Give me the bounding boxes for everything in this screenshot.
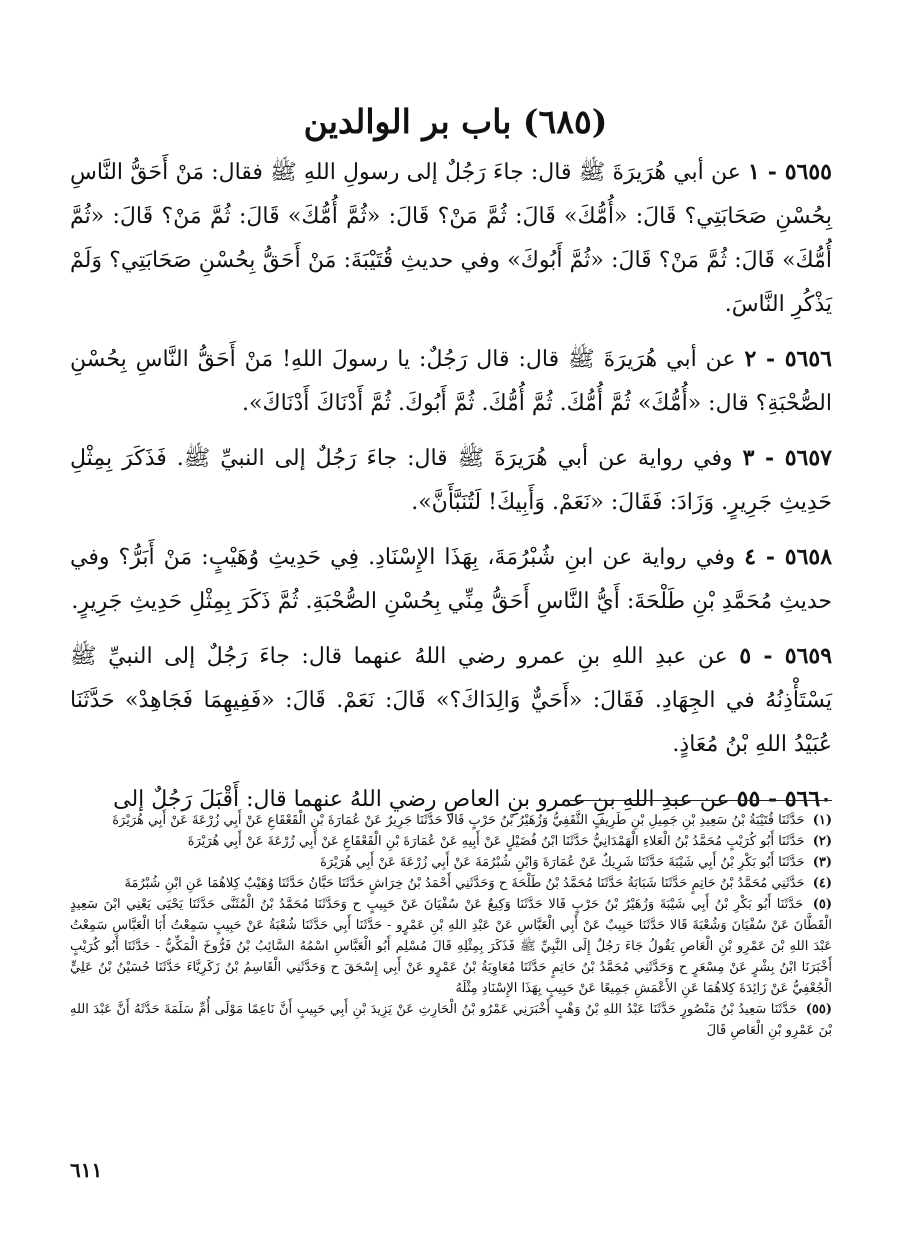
hadith-text: عن أبي هُرَيرَةَ ﷺ قال: قال رَجُلٌ: يا رسولَ اللهِ! مَنْ أَحَقُّ النَّاسِ بِحُسْنِ الصُّحْبَةِ؟ قال: «أُمُّكَ» ثُمَّ أُمُّكَ. ثُمَّ أُمُّكَ. ثُمَّ أَبُوكَ. ثُمَّ أَدْنَاكَ أَدْنَاكَ». (70, 347, 832, 416)
hadith-5656 (70, 337, 832, 426)
hadith-text: عن عبدِ اللهِ بنِ عمرو بنِ العاصِ رضي اللهُ عنهما قال: أَقْبَلَ رَجُلٌ إلى (113, 787, 730, 812)
footnote-text: حَدَّثَنِي مُحَمَّدُ بْنُ حَاتِمٍ حَدَّثَنَا شَبَابَةُ حَدَّثَنَا مُحَمَّدُ بْنُ طَلْحَةَ ح وَحَدَّثَنِي أَحْمَدُ بْنُ خِرَاشٍ حَدَّثَنَا حَبَّانُ حَدَّثَنَا وُهَيْبٌ كِلاهُمَا عَنِ ابْنِ شُبْرُمَةَ (124, 876, 805, 891)
footnote-text: حَدَّثَنَا سَعِيدُ بْنُ مَنْصُورٍ حَدَّثَنَا عَبْدُ اللهِ بْنُ وَهْبٍ أَخْبَرَنِي عَمْرُو بْنُ الْحَارِثِ عَنْ يَزِيدَ بْنِ أَبِي حَبِيبٍ أَنَّ نَاعِمًا مَوْلَى أُمِّ سَلَمَةَ حَدَّثَهُ أَنَّ عَبْدَ اللهِ بْنَ عَمْرِو بْنِ الْعَاصِ قَالَ (70, 1002, 832, 1038)
footnote-4 (70, 873, 832, 894)
hadith-number: ٥٦٦٠ - ٥٥ (736, 786, 832, 812)
hadith-5655 (70, 150, 832, 327)
footnote-label: (١) (812, 813, 832, 828)
hadith-5659 (70, 634, 832, 767)
footnote-55 (70, 999, 832, 1041)
hadith-text: وفي رواية عن أبي هُرَيرَةَ ﷺ قال: جاءَ رَجُلٌ إلى النبيِّ ﷺ. فَذَكَرَ بِمِثْلِ حَدِيثِ جَرِيرٍ. وَزَادَ: فَقَالَ: «نَعَمْ. وَأَبِيكَ! لَتُنَبَّأَنَّ». (70, 446, 832, 515)
hadith-text: عن أبي هُرَيرَةَ ﷺ قال: جاءَ رَجُلٌ إلى رسولِ اللهِ ﷺ فقال: مَنْ أَحَقُّ النَّاسِ بِحُسْنِ صَحَابَتِي؟ قَالَ: «أُمُّكَ» قَالَ: ثُمَّ مَنْ؟ قَالَ: «ثُمَّ أُمُّكَ» قَالَ: ثُمَّ مَنْ؟ قَالَ: «ثُمَّ أُمُّكَ» قَالَ: ثُمَّ مَنْ؟ قَالَ: «ثُمَّ أَبُوكَ» وفي حديثِ قُتَيْبَةَ: مَنْ أَحَقُّ بِحُسْنِ صَحَابَتِي؟ وَلَمْ يَذْكُرِ النَّاسَ. (70, 160, 832, 317)
footnote-text: حَدَّثَنَا أَبُو كُرَيْبٍ مُحَمَّدُ بْنُ الْعَلاءِ الْهَمْدَانِيُّ حَدَّثَنَا ابْنُ فُضَيْلٍ عَنْ أَبِيهِ عَنْ عُمَارَةَ بْنِ الْقَعْقَاعِ عَنْ أَبِي زُرْعَةَ عَنْ أَبِي هُرَيْرَةَ (187, 834, 805, 849)
footnote-3 (70, 852, 832, 873)
hadith-number: ٥٦٥٥ - ١ (748, 159, 832, 185)
footnote-label: (٢) (812, 834, 832, 849)
footnote-1 (70, 810, 832, 831)
hadith-5658 (70, 535, 832, 624)
footnote-text: حَدَّثَنَا أَبُو بَكْرِ بْنُ أَبِي شَيْبَةَ وَزُهَيْرُ بْنُ حَرْبٍ قَالا حَدَّثَنَا وَكِيعٌ عَنْ سُفْيَانَ عَنْ حَبِيبٍ ح وَحَدَّثَنَا مُحَمَّدُ بْنُ الْمُثَنَّى حَدَّثَنَا يَحْيَى يَعْنِي ابْنَ سَعِيدٍ الْقَطَّانَ عَنْ سُفْيَانَ وَشُعْبَةَ قَالا حَدَّثَنَا حَبِيبٌ عَنْ أَبِي الْعَبَّاسِ عَنْ عَبْدِ اللهِ بْنِ عَمْرٍو - حَدَّثَنَا أَبِي حَدَّثَنَا شُعْبَةُ عَنْ حَبِيبٍ سَمِعْتُ أَبَا الْعَبَّاسِ سَمِعْتُ عَبْدَ اللهِ بْنَ عَمْرِو بْنِ الْعَاصِ يَقُولُ جَاءَ رَجُلٌ إِلَى النَّبِيِّ ﷺ فَذَكَرَ بِمِثْلِهِ قَالَ مُسْلِم أَبُو الْعَبَّاسِ اسْمُهُ السَّائِبُ بْنُ فَرُّوخَ الْمَكِّيُّ - حَدَّثَنَا أَبُو كُرَيْبٍ أَخْبَرَنَا ابْنُ بِشْرٍ عَنْ مِسْعَرٍ ح وَحَدَّثَنِي مُحَمَّدُ بْنُ حَاتِمٍ حَدَّثَنَا مُعَاوِيَةُ بْنُ عَمْرٍو عَنْ أَبِي إِسْحَقَ ح وَحَدَّثَنِي الْقَاسِمُ بْنُ زَكَرِيَّاءَ حَدَّثَنَا حُسَيْنُ بْنُ عَلِيٍّ الْجُعْفِيُّ عَنْ زَائِدَةَ كِلاهُمَا عَنِ الأَعْمَشِ جَمِيعًا عَنْ حَبِيبٍ بِهَذَا الإِسْنَادِ مِثْلَهُ (70, 897, 832, 996)
hadith-text: وفي رواية عن ابنِ شُبْرُمَةَ، بِهَذَا الإِسْنَادِ. فِي حَدِيثِ وُهَيْبٍ: مَنْ أَبَرُّ؟ وفي حديثِ مُحَمَّدِ بْنِ طَلْحَةَ: أَيُّ النَّاسِ أَحَقُّ مِنِّي بِحُسْنِ الصُّحْبَةِ. ثُمَّ ذَكَرَ بِمِثْلِ حَدِيثِ جَرِيرٍ. (70, 545, 832, 614)
footnote-text: حَدَّثَنَا قُتَيْبَةُ بْنُ سَعِيدِ بْنِ جَمِيلِ بْنِ طَرِيفٍ الثَّقَفِيُّ وَزُهَيْرُ بْنُ حَرْبٍ قَالا حَدَّثَنَا جَرِيرٌ عَنْ عُمَارَةَ بْنِ الْقَعْقَاعِ عَنْ أَبِي زُرْعَةَ عَنْ أَبِي هُرَيْرَةَ (112, 813, 805, 828)
chapter-title: (٦٨٥) باب بر الوالدين (303, 102, 608, 142)
footnote-label: (٣) (812, 855, 832, 870)
footnote-divider (570, 800, 832, 801)
footnote-2 (70, 831, 832, 852)
hadith-number: ٥٦٥٩ - ٥ (739, 643, 833, 669)
hadith-number: ٥٦٥٦ - ٢ (744, 346, 832, 372)
footnote-label: (٤) (812, 876, 832, 891)
hadith-number: ٥٦٥٨ - ٤ (744, 544, 833, 570)
hadith-text: عن عبدِ اللهِ بنِ عمرو رضي اللهُ عنهما قال: جاءَ رَجُلٌ إلى النبيِّ ﷺ يَسْتَأْذِنُهُ في الجِهَادِ. فَقَالَ: «أَحَيٌّ وَالِدَاكَ؟» قَالَ: نَعَمْ. قَالَ: «فَفِيهِمَا فَجَاهِدْ» حَدَّثَنَا عُبَيْدُ اللهِ بْنُ مُعَاذٍ. (70, 644, 832, 757)
hadith-number: ٥٦٥٧ - ٣ (742, 445, 832, 471)
footnote-label: (٥٥) (805, 1002, 832, 1017)
footnote-text: حَدَّثَنَا أَبُو بَكْرِ بْنُ أَبِي شَيْبَةَ حَدَّثَنَا شَرِيكٌ عَنْ عُمَارَةَ وَابْنِ شُبْرُمَةَ عَنْ أَبِي زُرْعَةَ عَنْ أَبِي هُرَيْرَةَ (320, 855, 805, 870)
footnotes (70, 810, 832, 1041)
footnote-label: (٥) (812, 897, 832, 912)
hadith-body (70, 150, 832, 832)
footnote-5 (70, 894, 832, 999)
hadith-5657 (70, 436, 832, 525)
page-number: ٦١١ (70, 1158, 103, 1182)
